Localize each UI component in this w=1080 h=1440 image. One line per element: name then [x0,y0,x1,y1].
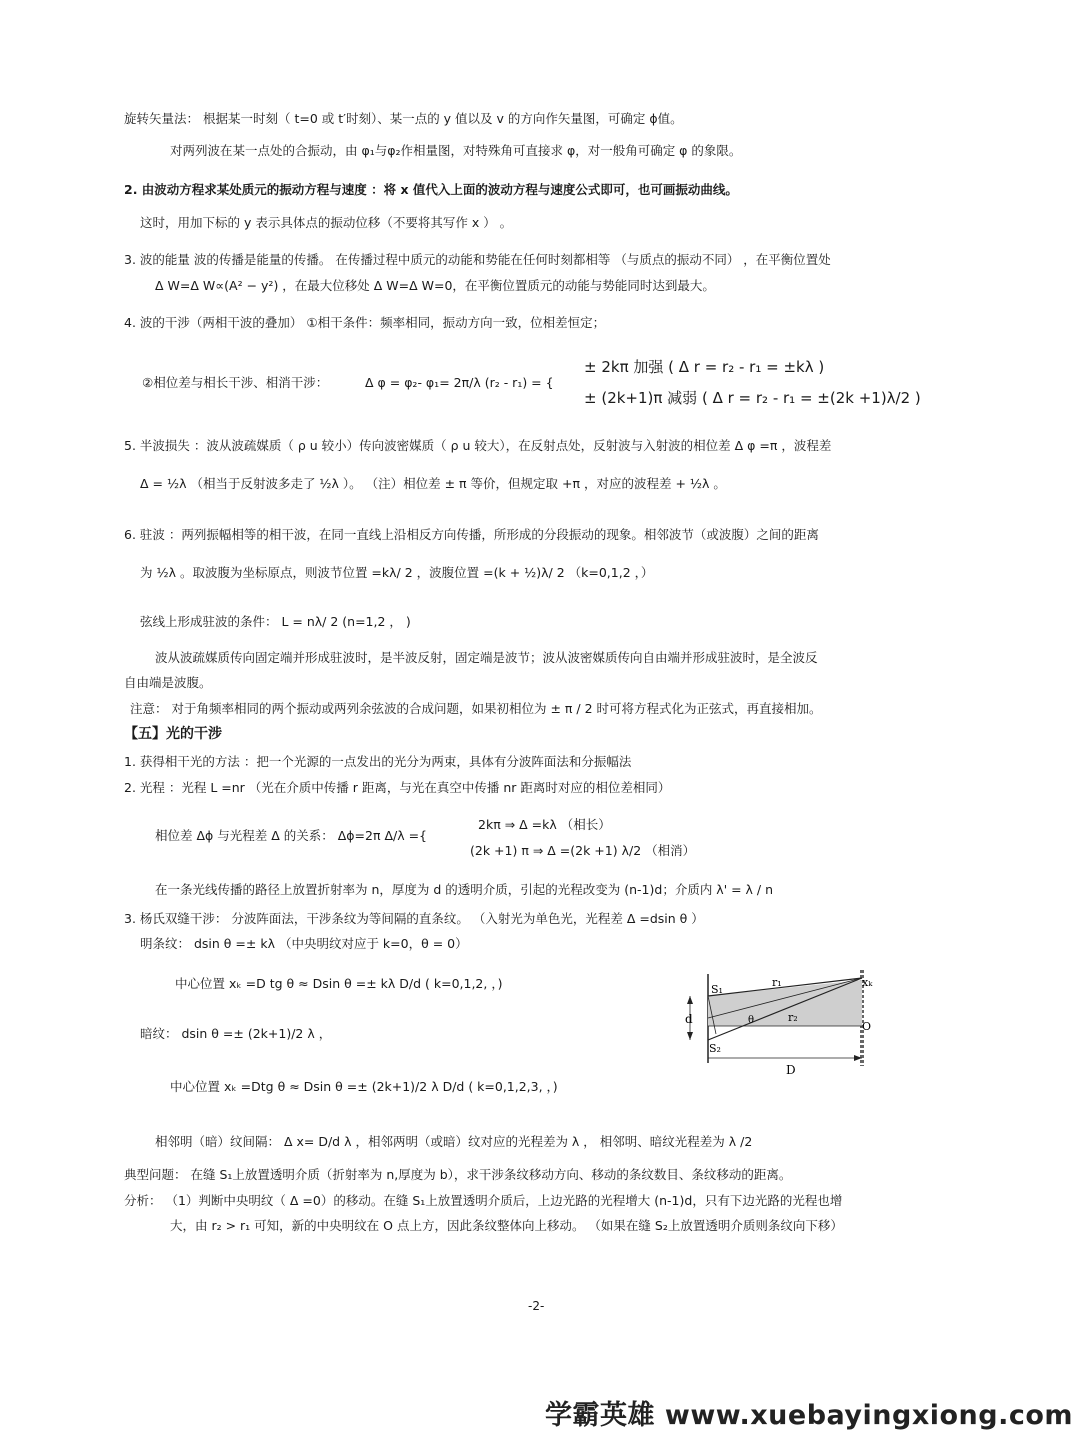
item-3-formula: Δ W=Δ W∝(A² − y²) ，在最大位移处 Δ W=Δ W=0，在平衡位置质元的动能与势能同时达到最大。 [155,278,715,293]
analysis-line-1: 分析： （1）判断中央明纹（ Δ =0）的移动。在缝 S₁上放置透明介质后，上边光路的光程增大 (n-1)d，只有下边光路的光程也增 [124,1193,843,1208]
bright-fringe: 明条纹： dsin θ =± kλ （中央明纹对应于 k=0，θ = 0） [140,936,468,951]
item-4-destructive: ± (2k+1)π 减弱 ( Δ r = r₂ - r₁ = ±(2k +1)λ/2 ) [584,389,921,407]
label-d: d [685,1012,693,1026]
bright-center: 中心位置 xₖ =D tg θ ≈ Dsin θ =± kλ D/d ( k=0,1,2, ，) [175,976,503,991]
analysis-line-2: 大，由 r₂ > r₁ 可知，新的中央明纹在 O 点上方，因此条纹整体向上移动。 （如果在缝 S₂上放置透明介质则条纹向下移） [170,1218,843,1233]
light-item-2: 2. 光程 ：光程 L =nr （光在介质中传播 r 距离，与光在真空中传播 nr 距离时对应的相位差相同） [124,780,671,795]
item-6-title: 6. 驻波 ：两列振幅相等的相干波，在同一直线上沿相反方向传播，所形成的分段振动的现象。相邻波节（或波腹）之间的距离 [124,527,819,542]
item-4-phase-label: ②相位差与相长干涉、相消干涉： [142,375,329,390]
dark-fringe: 暗纹： dsin θ =± (2k+1)/2 λ ， [140,1026,332,1041]
phasor-line: 对两列波在某一点处的合振动，由 φ₁与φ₂作相量图，对特殊角可直接求 φ，对一般角可确定 φ 的象限。 [170,143,742,158]
label-r1: r₁ [772,976,782,989]
item-6-reflection: 波从波疏媒质传向固定端并形成驻波时，是半波反射，固定端是波节；波从波密媒质传向自由端并形成驻波时，是全波反 [155,650,818,665]
typical-problem: 典型问题： 在缝 S₁上放置透明介质（折射率为 n,厚度为 b），求干涉条纹移动方向、移动的条纹数目、条纹移动的距离。 [124,1167,792,1182]
label-s2: S₂ [709,1042,721,1055]
light-destructive: (2k +1) π ⇒ Δ =(2k +1) λ/2 （相消） [470,843,696,858]
young-title: 3. 杨氏双缝干涉： 分波阵面法，干涉条纹为等间隔的直条纹。 （入射光为单色光，光程差 Δ =dsin θ ） [124,911,704,926]
note-line: 注意： 对于角频率相同的两个振动或两列余弦波的合成问题，如果初相位为 ± π / 2 时可将方程式化为正弦式，再直接相加。 [130,701,822,716]
item-6-reflection-cont: 自由端是波腹。 [124,675,212,690]
light-phase-relation: 相位差 Δϕ 与光程差 Δ 的关系： Δϕ=2π Δ/λ ={ [155,828,427,843]
light-item-1: 1. 获得相干光的方法 ：把一个光源的一点发出的光分为两束，具体有分波阵面法和分振幅法 [124,754,632,769]
item-5-note: Δ = ½λ （相当于反射波多走了 ½λ ）。 （注）相位差 ± π 等价，但规定取 +π ，对应的波程差 + ½λ 。 [140,476,726,491]
item-3-title: 3. 波的能量 波的传播是能量的传播。 在传播过程中质元的动能和势能在任何时刻都相等 （与质点的振动不同） ，在平衡位置处 [124,252,831,267]
label-O: O [862,1020,872,1033]
fringe-spacing: 相邻明（暗）纹间隔： Δ x= D/d λ ，相邻两明（或暗）纹对应的光程差为 λ ， 相邻明、暗纹光程差为 λ /2 [155,1134,753,1149]
item-5-title: 5. 半波损失 ：波从波疏媒质（ ρ u 较小）传向波密媒质（ ρ u 较大），在反射点处，反射波与入射波的相位差 Δ φ =π ，波程差 [124,438,832,453]
label-r2: r₂ [788,1011,798,1024]
item-2-note: 这时，用加下标的 y 表示具体点的振动位移（不要将其写作 x ） 。 [140,215,513,230]
footer-watermark: 学霸英雄 www.xuebayingxiong.com [545,1400,1074,1431]
light-medium-line: 在一条光线传播的路径上放置折射率为 n，厚度为 d 的透明介质，引起的光程改变为 (n-1)d；介质内 λ' = λ / n [155,882,774,897]
double-slit-diagram [676,968,876,1080]
item-2-title: 2. 由波动方程求某处质元的振动方程与速度 ：将 x 值代入上面的波动方程与速度公式即可，也可画振动曲线。 [124,182,738,197]
rotating-vector-line: 旋转矢量法： 根据某一时刻（ t=0 或 t′时刻）、某一点的 y 值以及 v 的方向作矢量图，可确定 ϕ值。 [124,111,683,126]
item-6-string: 弦线上形成驻波的条件： L = nλ/ 2 (n=1,2 ， ) [140,614,411,629]
light-constructive: 2kπ ⇒ Δ =kλ （相长） [478,817,611,832]
label-theta: θ [748,1015,755,1026]
item-4-constructive: ± 2kπ 加强 ( Δ r = r₂ - r₁ = ±kλ ) [584,358,825,376]
item-6-positions: 为 ½λ 。取波腹为坐标原点，则波节位置 =kλ/ 2 ，波腹位置 =(k + ½)λ/ 2 （k=0,1,2 ，） [140,565,654,580]
page-number: -2- [528,1299,545,1313]
label-xk: xₖ [862,976,873,989]
section-light-interference: 【五】光的干涉 [124,726,222,742]
label-s1: S₁ [711,983,723,996]
dark-center: 中心位置 xₖ =Dtg θ ≈ Dsin θ =± (2k+1)/2 λ D/d ( k=0,1,2,3, ，) [170,1079,558,1094]
label-D: D [786,1063,796,1077]
item-4-title: 4. 波的干涉（两相干波的叠加） ①相干条件：频率相同，振动方向一致，位相差恒定； [124,315,606,330]
item-4-phase-formula: Δ φ = φ₂- φ₁= 2π/λ (r₂ - r₁) = { [365,375,554,390]
